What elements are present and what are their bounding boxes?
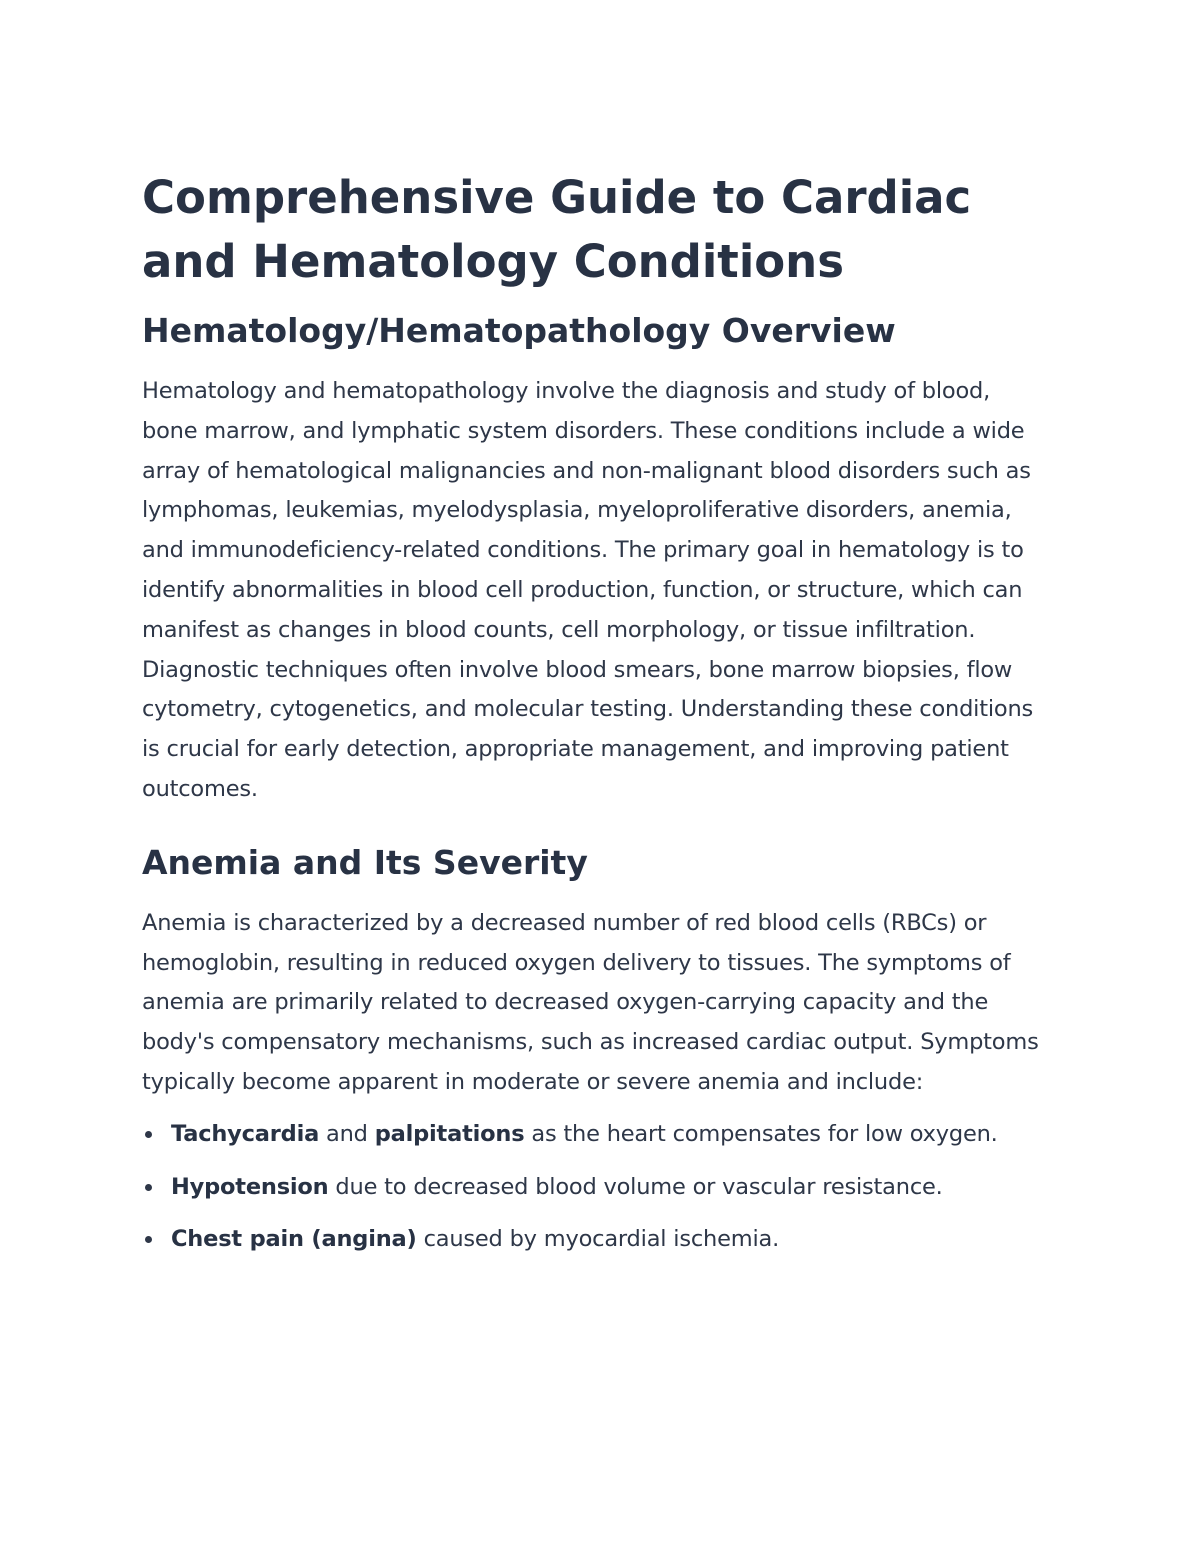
bullet-icon	[145, 1184, 152, 1191]
bullet-icon	[145, 1236, 152, 1243]
hematology-overview-section	[142, 308, 1050, 810]
hematology-overview-paragraph: Hematology and hematopathology involve the diagnosis and study of blood, bone marrow, and lymphatic system disorders. These conditions include a wide array of hematological malignancies and non-malignant blood disorders such as lymphomas, leukemias, myelodysplasia, myeloproliferative disorders, anemia, and immunodeficiency-related conditions. The primary goal in hematology is to identify abnormalities in blood cell production, function, or structure, which can manifest as changes in blood counts, cell morphology, or tissue infiltration. Diagnostic techniques often involve blood smears, bone marrow biopsies, flow cytometry, cytogenetics, and molecular testing. Understanding these conditions is crucial for early detection, appropriate management, and improving patient outcomes.	[142, 378, 1034, 802]
list-item-tachycardia	[142, 1115, 1050, 1155]
symptom-description: as the heart compensates for low oxygen.	[524, 1120, 998, 1147]
list-item-chest-pain	[142, 1220, 1050, 1260]
anemia-severity-heading: Anemia and Its Severity	[142, 842, 588, 882]
anemia-severity-section	[142, 840, 1050, 1260]
symptom-term: Hypotension	[171, 1173, 329, 1200]
anemia-severity-paragraph: Anemia is characterized by a decreased number of red blood cells (RBCs) or hemoglobin, resulting in reduced oxygen delivery to tissues. The symptoms of anemia are primarily related to decreased oxygen-carrying capacity and the body's compensatory mechanisms, such as increased cardiac output. Symptoms typically become apparent in moderate or severe anemia and include:	[142, 909, 1039, 1095]
list-item-hypotension	[142, 1168, 1050, 1208]
anemia-symptom-list	[142, 1115, 1050, 1260]
symptom-term: Tachycardia	[171, 1120, 320, 1147]
symptom-connector: and	[319, 1120, 375, 1147]
symptom-description: caused by myocardial ischemia.	[416, 1226, 780, 1253]
bullet-icon	[145, 1131, 152, 1138]
hematology-overview-heading: Hematology/Hematopathology Overview	[142, 311, 896, 350]
symptom-term: Chest pain (angina)	[171, 1226, 417, 1253]
symptom-description: due to decreased blood volume or vascular resistance.	[328, 1173, 943, 1200]
symptom-term: palpitations	[374, 1120, 525, 1147]
document-title: Comprehensive Guide to Cardiac and Hematology Conditions	[142, 171, 972, 288]
